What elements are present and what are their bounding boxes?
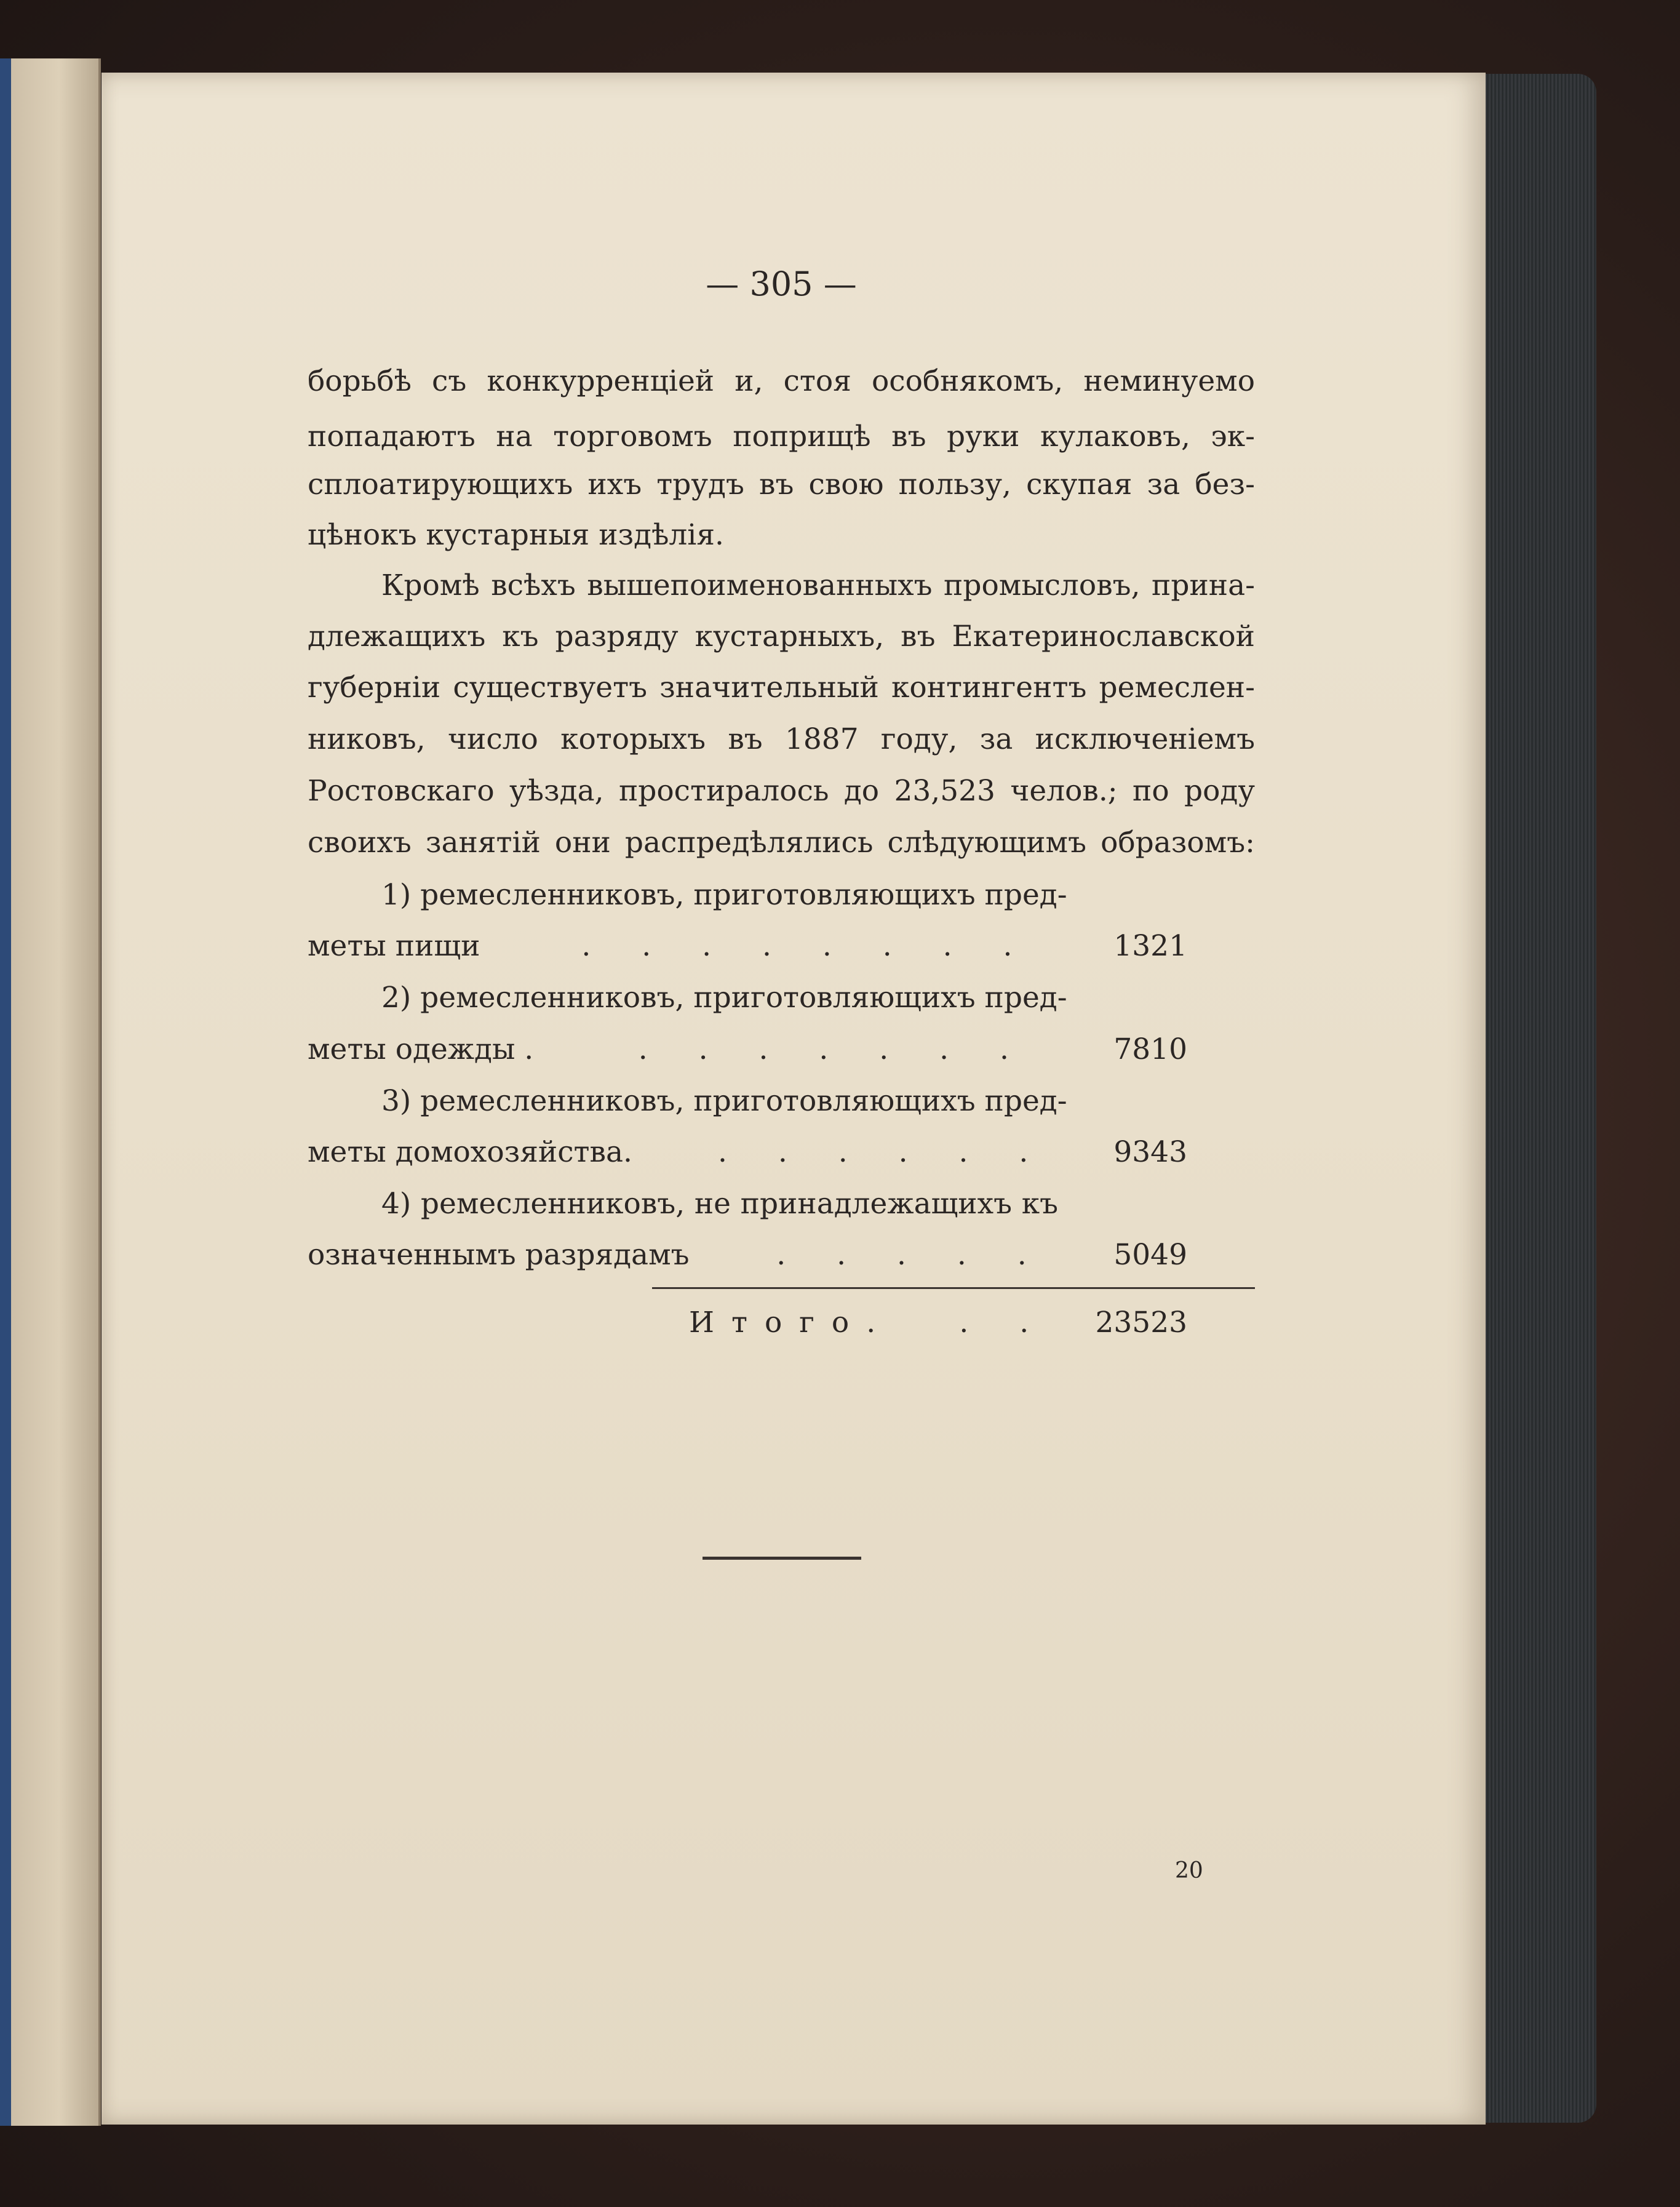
closing-rule: [703, 1557, 861, 1560]
item-dots: . . . . . . . .: [581, 929, 1013, 963]
text-line: своихъ занятій они распредѣлялись слѣдующимъ образомъ:: [308, 826, 1255, 860]
item-row: [308, 1134, 1187, 1171]
item-label: означеннымъ разрядамъ: [308, 1238, 690, 1272]
item-dots: . . . . .: [776, 1238, 1027, 1272]
text-line: никовъ, число которыхъ въ 1887 году, за исключеніемъ: [308, 722, 1255, 756]
item-value: 9343: [1113, 1135, 1187, 1169]
sum-rule: [652, 1287, 1255, 1289]
item-row: [308, 1237, 1187, 1274]
left-page-edge: [0, 58, 101, 2126]
text-line: длежащихъ къ разряду кустарныхъ, въ Екатеринославской: [308, 620, 1255, 653]
item-head: 4) ремесленниковъ, не принадлежащихъ къ: [381, 1187, 1058, 1221]
item-head: 1) ремесленниковъ, приготовляющихъ пред-: [381, 878, 1067, 912]
total-label: Итого.: [689, 1306, 893, 1339]
text-line: Ростовскаго уѣзда, простиралось до 23,523 челов.; по роду: [308, 774, 1255, 808]
item-dots: . . . . . .: [718, 1135, 1029, 1169]
text-line: цѣнокъ кустарныя издѣлія.: [308, 518, 724, 552]
item-head: 2) ремесленниковъ, приготовляющихъ пред-: [381, 981, 1067, 1015]
text-line: Кромѣ всѣхъ вышепоименованныхъ промысловъ, прина-: [381, 569, 1255, 602]
book-fore-edge: [1473, 74, 1596, 2123]
item-label: меты домохозяйства.: [308, 1135, 632, 1169]
signature-mark: 20: [1175, 1858, 1203, 1883]
item-value: 1321: [1113, 929, 1187, 963]
item-label: меты одежды .: [308, 1032, 534, 1066]
item-value: 5049: [1113, 1238, 1187, 1272]
item-value: 7810: [1113, 1032, 1187, 1066]
item-dots: . . . . . . .: [638, 1032, 1009, 1066]
text-line: борьбѣ съ конкурренціей и, стоя особнякомъ, неминуемо: [308, 364, 1255, 398]
total-dots: . .: [959, 1306, 1029, 1339]
binding-cloth: [0, 58, 11, 2126]
text-line: губерніи существуетъ значительный контингентъ ремеслен-: [308, 671, 1255, 704]
item-row: [308, 928, 1187, 965]
text-line: попадаютъ на торговомъ поприщѣ въ руки кулаковъ, эк-: [308, 420, 1255, 453]
item-row: [308, 1031, 1187, 1068]
page-number: — 305 —: [706, 265, 857, 303]
item-label: меты пищи: [308, 929, 480, 963]
text-line: сплоатирующихъ ихъ трудъ въ свою пользу, скупая за без-: [308, 468, 1255, 501]
total-value: 23523: [1095, 1306, 1187, 1339]
item-head: 3) ремесленниковъ, приготовляющихъ пред-: [381, 1084, 1067, 1118]
total-row: [689, 1304, 1187, 1341]
